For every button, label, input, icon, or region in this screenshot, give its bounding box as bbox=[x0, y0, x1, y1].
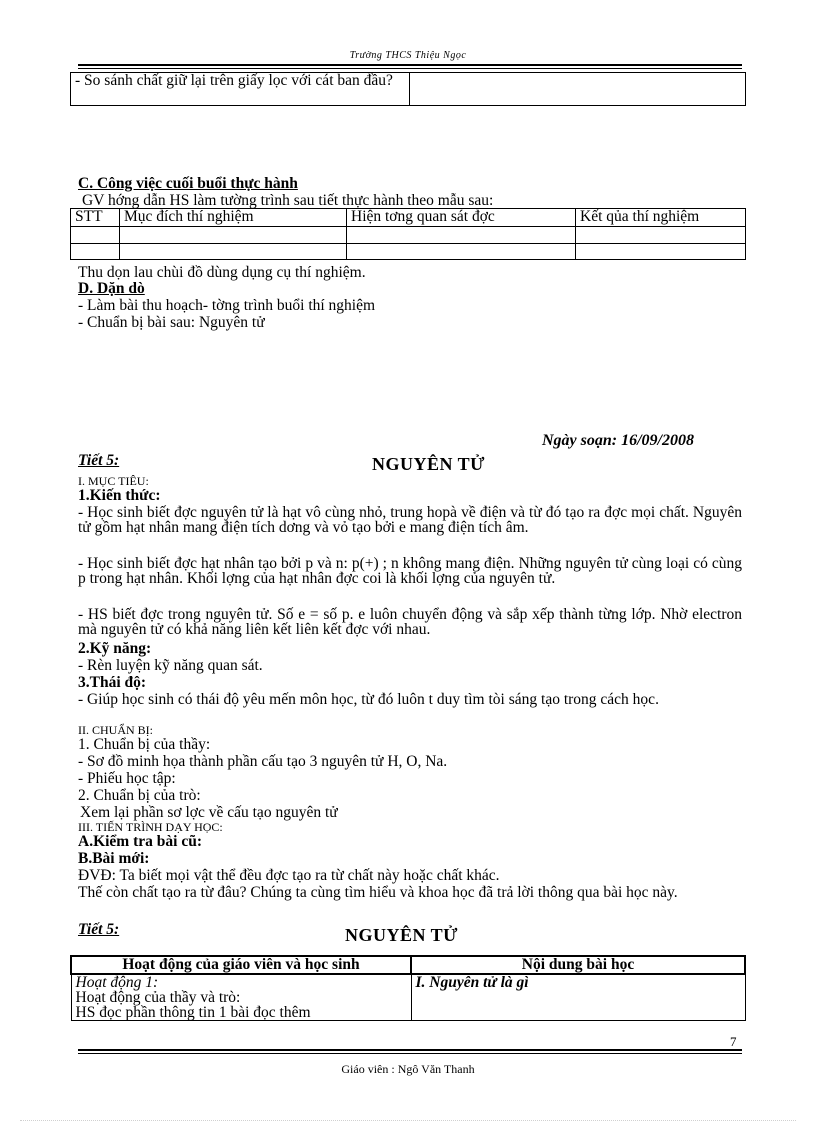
header-rule bbox=[78, 64, 742, 66]
attitude-text: - Giúp học sinh có thái độ yêu mến môn học, từ đó luôn t duy tìm tòi sáng tạo trong cách học. bbox=[78, 691, 659, 708]
activity-left-cell bbox=[71, 974, 411, 1021]
teacher-name: Giáo viên : Ngô Văn Thanh bbox=[341, 1062, 475, 1076]
activity-right-cell: I. Nguyên tử là gì bbox=[411, 974, 745, 1021]
teacher-prep-item-1: - Sơ đồ minh họa thành phần cấu tạo 3 nguyên tử H, O, Na. bbox=[78, 753, 448, 770]
activity-1-line-1: Hoạt động của thầy và trò: bbox=[75, 989, 241, 1006]
activity-1-line-2: HS đọc phần thông tin 1 bài đọc thêm bbox=[75, 1004, 311, 1021]
knowledge-paragraph-3: - HS biết đợc trong nguyên tử. Số e = số p. e luôn chuyển động và sắp xếp thành từng lớp. Nhờ electron mà nguyên tử có khả năng liên kết liên kết đợc với nhau. bbox=[78, 606, 742, 638]
section-d-title: D. Dặn dò bbox=[78, 280, 145, 297]
page-edge bbox=[20, 1120, 796, 1121]
intro-line-2: Thế còn chất tạo ra từ đâu? Chúng ta cùng tìm hiểu và khoa học đã trả lời thông qua bài học này. bbox=[78, 884, 678, 901]
lesson-number: Tiết 5: bbox=[78, 452, 120, 469]
top-table-cell-right bbox=[410, 73, 746, 106]
footer-rule-thin bbox=[78, 1053, 742, 1054]
section-d-item-1: - Làm bài thu hoạch- tờng trình buổi thí nghiệm bbox=[78, 297, 376, 314]
cleanup-text: Thu dọn lau chùi đồ dùng dụng cụ thí nghiệm. bbox=[78, 264, 366, 281]
student-prep-heading: 2. Chuẩn bị của trò: bbox=[78, 787, 201, 804]
lesson-title: NGUYÊN TỬ bbox=[372, 454, 486, 474]
preparation-date: Ngày soạn: 16/09/2008 bbox=[542, 432, 694, 449]
report-row-empty bbox=[71, 227, 746, 244]
teacher-prep-heading: 1. Chuẩn bị của thầy: bbox=[78, 736, 211, 753]
report-row-empty bbox=[71, 244, 746, 260]
activity-1-title: Hoạt động 1: bbox=[75, 974, 159, 991]
header-rule-thin bbox=[78, 68, 742, 69]
school-header: Trường THCS Thiệu Ngọc bbox=[349, 50, 467, 61]
teacher-prep-item-2: - Phiếu học tập: bbox=[78, 770, 176, 787]
section-d-item-2: - Chuẩn bị bài sau: Nguyên tử bbox=[78, 314, 265, 331]
new-lesson-heading: B.Bài mới: bbox=[78, 850, 150, 867]
student-prep-item-1: Xem lại phần sơ lợc về cấu tạo nguyên tử bbox=[80, 804, 338, 821]
objectives-heading: I. MỤC TIÊU: bbox=[78, 474, 149, 488]
activity-header-left: Hoạt động của giáo viên và học sinh bbox=[71, 956, 411, 974]
knowledge-paragraph-1: - Học sinh biết đợc nguyên tử là hạt vô cùng nhỏ, trung hopà về điện và từ đó tạo ra đợc mọi chất. Nguyên tử gồm hạt nhân mang điện tích dơng và vỏ tạo bởi e mang điện tích âm. bbox=[78, 504, 742, 536]
preparation-heading: II. CHUẨN BỊ: bbox=[78, 723, 153, 737]
report-header-stt: STT bbox=[71, 209, 120, 227]
lesson-title-2: NGUYÊN TỬ bbox=[345, 925, 459, 945]
section-c-instruction: GV hớng dẫn HS làm tường trình sau tiết thực hành theo mẫu sau: bbox=[82, 192, 494, 209]
knowledge-heading: 1.Kiến thức: bbox=[78, 487, 161, 504]
lesson-number-2: Tiết 5: bbox=[78, 921, 120, 938]
skills-text: - Rèn luyện kỹ năng quan sát. bbox=[78, 657, 263, 674]
knowledge-paragraph-2: - Học sinh biết đợc hạt nhân tạo bởi p và n: p(+) ; n không mang điện. Những nguyên tử cùng loại có cùng p trong hạt nhân. Khối lợng của hạt nhân đợc coi là khối lợng của nguyên tử. bbox=[78, 555, 742, 587]
top-table-cell-left: - So sánh chất giữ lại trên giấy lọc với cát ban đầu? bbox=[71, 73, 410, 106]
attitude-heading: 3.Thái độ: bbox=[78, 674, 147, 691]
report-header-result: Kết qủa thí nghiệm bbox=[576, 209, 746, 227]
procedure-heading: III. TIẾN TRÌNH DẠY HỌC: bbox=[78, 820, 223, 834]
intro-line-1: ĐVĐ: Ta biết mọi vật thể đều đợc tạo ra từ chất này hoặc chất khác. bbox=[78, 867, 500, 884]
activity-table bbox=[70, 955, 746, 1021]
section-c-title: C. Công việc cuối buổi thực hành bbox=[78, 175, 298, 192]
page-number: 7 bbox=[730, 1034, 737, 1049]
report-header-purpose: Mục đích thí nghiệm bbox=[120, 209, 347, 227]
review-heading: A.Kiểm tra bài cũ: bbox=[78, 833, 202, 850]
top-table bbox=[70, 72, 746, 106]
activity-header-right: Nội dung bài học bbox=[411, 956, 745, 974]
report-table bbox=[70, 208, 746, 260]
report-header-phenomenon: Hiện tơng quan sát đợc bbox=[347, 209, 576, 227]
footer-rule bbox=[78, 1049, 742, 1051]
skills-heading: 2.Kỹ năng: bbox=[78, 640, 152, 657]
